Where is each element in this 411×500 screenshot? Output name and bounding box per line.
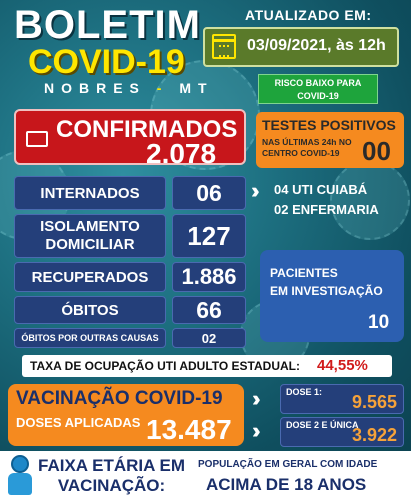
doses-label: DOSES APLICADAS [16, 415, 141, 430]
chevron-right-icon: ›› [252, 418, 255, 443]
isolamento-value: 127 [172, 214, 246, 258]
recuperados-value: 1.886 [172, 262, 246, 292]
obitos-value: 66 [172, 296, 246, 324]
positive-tests-sub [262, 137, 352, 159]
updated-date-box [203, 27, 399, 67]
test-kit-icon [26, 131, 48, 147]
doses-value: 13.487 [146, 414, 232, 445]
internados-label: INTERNADOS [14, 176, 166, 210]
dose2-label: DOSE 2 E ÚNICA [286, 420, 359, 430]
vaccination-title: VACINAÇÃO COVID-19 [16, 388, 223, 409]
city-name [44, 80, 214, 96]
city-name-right: MT [179, 80, 214, 96]
risk-line-1: RISCO BAIXO PARA [274, 78, 362, 88]
risk-badge [258, 74, 378, 104]
investigation-line-2: EM INVESTIGAÇÃO [270, 284, 383, 298]
confirmed-value: 2.078 [146, 138, 217, 169]
investigation-panel [260, 250, 404, 342]
uti-occupancy-bar [22, 355, 392, 377]
vaccination-panel [8, 384, 244, 446]
obitos-outras-value: 02 [172, 328, 246, 348]
calendar-icon [212, 34, 236, 59]
age-threshold: ACIMA DE 18 ANOS [206, 475, 367, 494]
hospital-enfermaria: 02 ENFERMARIA [274, 202, 379, 217]
confirmed-label: CONFIRMADOS [56, 116, 238, 143]
chevron-right-icon: ›› [252, 386, 255, 411]
isolamento-label: ISOLAMENTO DOMICILIAR [14, 214, 166, 258]
dose2-value: 3.922 [351, 425, 397, 445]
age-range-label [38, 456, 185, 496]
chevron-right-icon: ›› [251, 178, 254, 203]
positive-tests-label: TESTES POSITIVOS [262, 117, 396, 133]
vaccine-mascot-icon [6, 455, 34, 497]
obitos-outras-label: ÓBITOS POR OUTRAS CAUSAS [14, 328, 166, 348]
positive-tests-sub-1: NAS ÚLTIMAS 24h NO [262, 137, 352, 147]
age-range-bar [0, 451, 411, 500]
population-label: POPULAÇÃO EM GERAL COM IDADE [198, 459, 378, 470]
city-dash: - [156, 80, 169, 96]
risk-line-2: COVID-19 [297, 91, 339, 101]
uti-occupancy-value: 44,55% [317, 357, 368, 374]
age-range-label-1: FAIXA ETÁRIA EM [38, 456, 186, 475]
positive-tests-value: 00 [362, 136, 391, 166]
recuperados-label: RECUPERADOS [14, 262, 166, 292]
age-range-label-2: VACINAÇÃO: [57, 476, 166, 495]
dose2-panel [280, 417, 404, 447]
city-name-left: NOBRES [44, 80, 146, 96]
positive-tests-panel [256, 112, 404, 168]
updated-label: ATUALIZADO EM: [245, 7, 372, 23]
updated-date: 03/09/2021, às 12h [247, 37, 386, 54]
dose1-value: 9.565 [351, 392, 397, 412]
internados-value: 06 [172, 176, 246, 210]
uti-occupancy-label: TAXA DE OCUPAÇÃO UTI ADULTO ESTADUAL: [30, 359, 300, 373]
page-title: BOLETIM [14, 3, 201, 47]
investigation-value: 10 [368, 312, 390, 333]
obitos-label: ÓBITOS [14, 296, 166, 324]
hospital-uti: 04 UTI CUIABÁ [274, 182, 368, 197]
dose1-panel [280, 384, 404, 414]
page-subtitle: COVID-19 [28, 43, 185, 81]
dose1-label: DOSE 1: [286, 387, 323, 397]
positive-tests-sub-2: CENTRO COVID-19 [262, 148, 340, 158]
confirmed-panel [14, 109, 246, 169]
virus-decoration [330, 160, 410, 240]
investigation-line-1: PACIENTES [270, 266, 338, 280]
